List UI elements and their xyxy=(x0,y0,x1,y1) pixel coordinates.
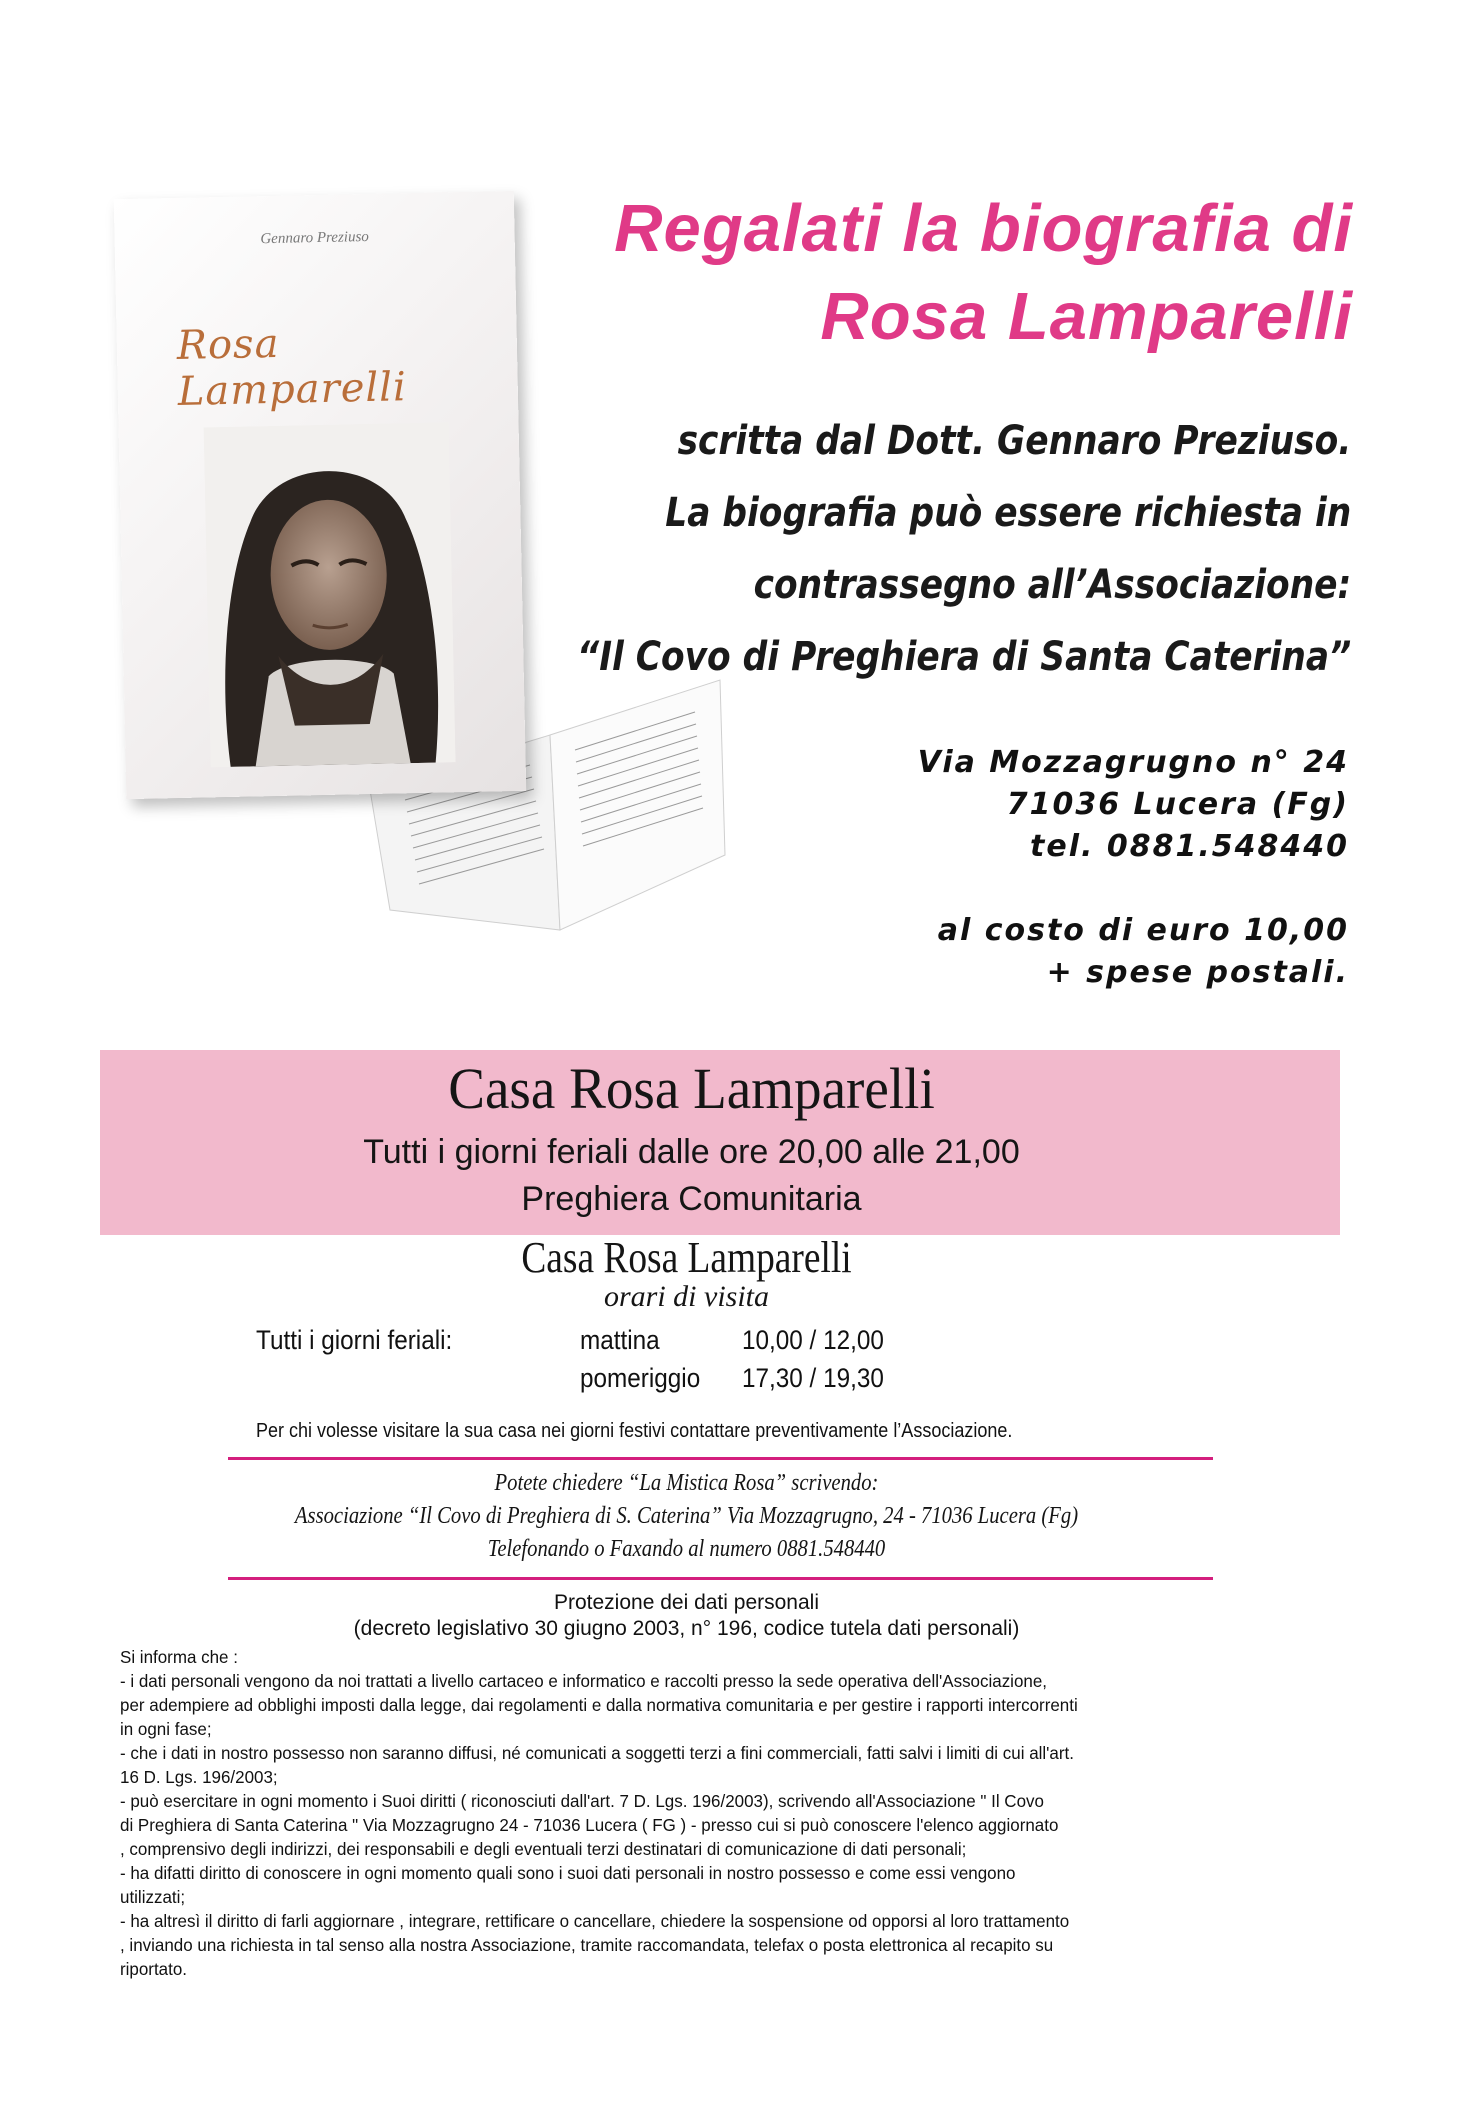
request-line-3: Telefonando o Faxando al numero 0881.548440 xyxy=(487,1536,886,1562)
book-cover-title: Rosa Lamparelli xyxy=(176,320,408,415)
afternoon-label: pomeriggio xyxy=(580,1363,701,1393)
privacy-line: - può esercitare in ogni momento i Suoi diritti ( riconosciuti dall'art. 7 D. Lgs. 196/2003), scrivendo all'Associazione " Il Covo xyxy=(120,1791,1044,1811)
privacy-line: - che i dati in nostro possesso non saranno diffusi, né comunicati a soggetti terzi a fini commerciali, fatti salvi i limiti di cui all'art. xyxy=(120,1743,1074,1763)
privacy-line: , inviando una richiesta in tal senso alla nostra Associazione, tramite raccomandata, telefax o posta elettronica al recapito su xyxy=(120,1935,1054,1955)
request-line-2: Associazione “Il Covo di Preghiera di S. Caterina” Via Mozzagrugno, 24 - 71036 Lucera (Fg) xyxy=(294,1503,1079,1529)
privacy-line: 16 D. Lgs. 196/2003; xyxy=(120,1767,278,1787)
book-cover xyxy=(114,191,526,799)
divider xyxy=(228,1577,1213,1580)
privacy-line: - ha difatti diritto di conoscere in ogni momento quali sono i suoi dati personali in nostro possesso e come essi vengono xyxy=(120,1863,1016,1883)
intro-line-2: La biografia può essere richiesta in xyxy=(665,490,1351,536)
privacy-line: , comprensivo degli indirizzi, dei responsabili e degli eventuali terzi destinatari di comunicazione di dati personali; xyxy=(120,1839,967,1859)
visit-title: Casa Rosa Lamparelli xyxy=(521,1233,852,1282)
cost-line-2: + spese postali. xyxy=(1046,955,1349,990)
privacy-heading xyxy=(0,1590,1373,1642)
morning-time: 10,00 / 12,00 xyxy=(742,1325,884,1355)
privacy-line: per adempiere ad obblighi imposti dalla legge, dai regolamenti e dalla normativa comunitaria e per gestire i rapporti intercorrenti xyxy=(120,1695,1078,1715)
banner-title: Casa Rosa Lamparelli xyxy=(448,1056,935,1121)
book-cover-author: Gennaro Preziuso xyxy=(260,228,370,248)
cost-line-1: al costo di euro 10,00 xyxy=(937,913,1349,948)
visit-days-label: Tutti i giorni feriali: xyxy=(256,1325,453,1355)
afternoon-time: 17,30 / 19,30 xyxy=(742,1363,884,1393)
holiday-visit-note: Per chi volesse visitare la sua casa nei giorni festivi contattare preventivamente l’Associazione. xyxy=(256,1420,1013,1442)
cost-block xyxy=(938,910,1349,994)
headline xyxy=(614,185,1353,361)
intro-line-1: scritta dal Dott. Gennaro Preziuso. xyxy=(677,418,1351,464)
privacy-line: - ha altresì il diritto di farli aggiornare , integrare, rettificare o cancellare, chiedere la sospensione od opporsi al loro trattamento xyxy=(120,1911,1070,1931)
address-block xyxy=(918,742,1349,868)
banner-schedule: Tutti i giorni feriali dalle ore 20,00 alle 21,00 xyxy=(363,1133,1020,1171)
request-line-1: Potete chiedere “La Mistica Rosa” scrivendo: xyxy=(494,1470,879,1496)
privacy-line: - i dati personali vengono da noi trattati a livello cartaceo e informatico e raccolti presso la sede operativa dell'Associazione, xyxy=(120,1671,1048,1691)
visit-subtitle: orari di visita xyxy=(603,1280,769,1313)
privacy-line: Si informa che : xyxy=(120,1647,238,1667)
intro-text xyxy=(577,405,1351,693)
privacy-line: riportato. xyxy=(120,1959,187,1979)
intro-line-3: contrassegno all’Associazione: xyxy=(753,562,1351,608)
morning-label: mattina xyxy=(580,1325,660,1355)
intro-line-4: “Il Covo di Preghiera di Santa Caterina” xyxy=(576,634,1351,680)
request-block xyxy=(0,1467,1373,1566)
privacy-line: di Preghiera di Santa Caterina " Via Mozzagrugno 24 - 71036 Lucera ( FG ) - presso cui si può conoscere l'elenco aggiornato xyxy=(120,1815,1059,1835)
privacy-subtitle: (decreto legislativo 30 giugno 2003, n° 196, codice tutela dati personali) xyxy=(353,1617,1020,1640)
headline-line-2: Rosa Lamparelli xyxy=(820,279,1353,354)
headline-line-1: Regalati la biografia di xyxy=(614,191,1353,266)
divider xyxy=(228,1457,1213,1460)
address-phone: tel. 0881.548440 xyxy=(1030,829,1349,864)
portrait-photo xyxy=(204,422,456,767)
privacy-body xyxy=(120,1645,1330,1981)
address-street: Via Mozzagrugno n° 24 xyxy=(917,745,1349,780)
privacy-line: in ogni fase; xyxy=(120,1719,212,1739)
privacy-title: Protezione dei dati personali xyxy=(553,1591,819,1614)
banner-prayer-label: Preghiera Comunitaria xyxy=(521,1180,862,1218)
privacy-line: utilizzati; xyxy=(120,1887,186,1907)
address-city: 71036 Lucera (Fg) xyxy=(1006,787,1349,822)
